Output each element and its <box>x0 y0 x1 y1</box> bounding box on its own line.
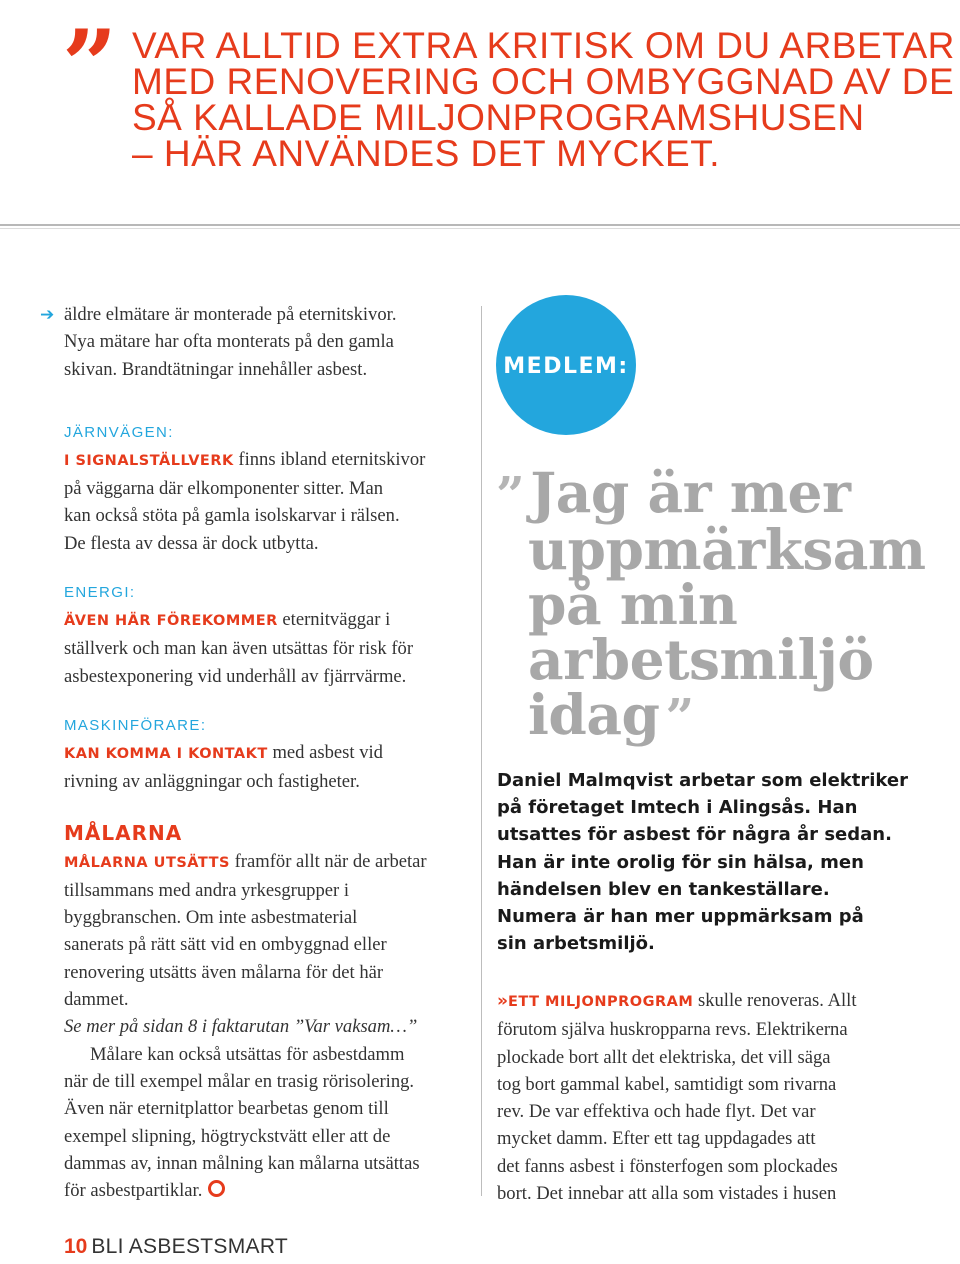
close-quote-icon: ” <box>665 687 694 746</box>
quote-mark-icon: ” <box>62 9 104 122</box>
section-malarna <box>64 820 474 1205</box>
pull-quote-line: – HÄR ANVÄNDES DET MYCKET. <box>132 133 721 174</box>
text-line: mycket damm. Efter ett tag uppdagades att <box>497 1128 816 1150</box>
pull-quote-line: VAR ALLTID EXTRA KRITISK OM DU ARBETAR <box>132 25 955 66</box>
text-line: plockade bort allt det elektriska, det vill säga <box>497 1046 831 1068</box>
section-jarnvagen <box>64 423 474 557</box>
badge-label: MEDLEM: <box>503 353 629 379</box>
text-line: äldre elmätare är monterade på eternitskivor. <box>64 304 397 325</box>
guillemet-icon: » <box>497 991 508 1011</box>
member-badge <box>496 295 636 435</box>
section-paragraph <box>64 739 474 796</box>
ingress-line: Numera är han mer uppmärksam på <box>497 906 864 928</box>
section-heading: MÅLARNA <box>64 820 183 845</box>
ingress-line: utsattes för asbest för några år sedan. <box>497 824 892 846</box>
text-line <box>64 848 474 877</box>
text-line: när de till exempel målar en trasig rörisolering. <box>64 1070 415 1092</box>
text-line: det fanns asbest i fönsterfogen som plockades <box>497 1155 838 1177</box>
quote-text: Jag är mer <box>530 460 851 525</box>
text-line <box>64 1177 474 1204</box>
text-line: ställverk och man kan även utsättas för risk för <box>64 638 414 660</box>
text-line: dammas av, innan målning kan målarna utsättas <box>64 1152 420 1174</box>
quote-line: arbetsmiljö <box>528 627 874 692</box>
horizontal-divider <box>0 224 960 226</box>
arrow-right-icon: ➔ <box>40 305 55 325</box>
text-line: rivning av anläggningar och fastigheter. <box>64 771 360 793</box>
ingress-line: sin arbetsmiljö. <box>497 933 655 955</box>
intro-paragraph <box>40 301 474 383</box>
quote-line <box>496 682 936 747</box>
quote-line <box>496 460 936 525</box>
text-line <box>64 606 474 635</box>
section-paragraph <box>64 446 474 557</box>
end-mark-icon <box>208 1180 225 1197</box>
text-line: förutom själva huskropparna revs. Elektrikerna <box>497 1019 848 1041</box>
text-line: Nya mätare har ofta monterats på den gamla <box>64 331 394 353</box>
pull-quote <box>132 25 955 174</box>
lead-in: KAN KOMMA I KONTAKT <box>64 745 268 762</box>
text-line: bort. Det innebar att alla som vistades i husen <box>497 1183 837 1205</box>
text-line: Även när eternitplattor bearbetas genom till <box>64 1098 389 1120</box>
ingress-line: Daniel Malmqvist arbetar som elektriker <box>497 770 908 791</box>
section-maskinforare <box>64 716 474 796</box>
text-line: på väggarna där elkomponenter sitter. Man <box>64 478 384 500</box>
column-divider <box>481 306 482 1196</box>
publication-name: BLI ASBESTSMART <box>91 1235 289 1258</box>
lead-in: MÅLARNA UTSÄTTS <box>64 854 230 871</box>
page-number: 10 <box>64 1235 88 1258</box>
member-quote <box>496 460 936 747</box>
left-column <box>40 301 474 1204</box>
text-line: byggbranschen. Om inte asbestmaterial <box>64 907 358 929</box>
text-line: Målare kan också utsättas för asbestdamm <box>90 1043 405 1065</box>
lead-rest: skulle renoveras. Allt <box>693 990 857 1011</box>
section-paragraph <box>64 848 474 1041</box>
text-line: sanerats på rätt sätt vid en ombyggnad eller <box>64 934 387 956</box>
body-text <box>497 987 897 1207</box>
quote-text: idag <box>528 682 660 747</box>
ingress-line: på företaget Imtech i Alingsås. Han <box>497 797 858 819</box>
section-paragraph <box>64 1041 474 1205</box>
lead-in: ETT MILJONPROGRAM <box>507 994 694 1010</box>
quote-line: på min <box>528 572 738 637</box>
section-heading: MASKINFÖRARE: <box>64 716 207 734</box>
ingress-line: Han är inte orolig för sin hälsa, men <box>497 851 864 873</box>
text-line <box>64 739 474 768</box>
horizontal-divider-thin <box>0 228 960 229</box>
section-energi <box>64 583 474 690</box>
text-line: dammet. <box>64 989 129 1011</box>
quote-line: uppmärksam <box>528 517 926 582</box>
section-heading: ENERGI: <box>64 584 136 602</box>
lead-rest: framför allt när de arbetar <box>229 850 427 872</box>
cross-reference: Se mer på sidan 8 i faktarutan ”Var vaksam…” <box>64 1016 418 1038</box>
section-paragraph <box>64 606 474 690</box>
text-line <box>497 987 897 1016</box>
last-line-text: för asbestpartiklar. <box>64 1180 203 1202</box>
text-line: renovering utsätts även målarna för det här <box>64 961 384 983</box>
text-line: kan också stöta på gamla isolskarvar i rälsen. <box>64 505 400 527</box>
lead-in: ÄVEN HÄR FÖREKOMMER <box>64 613 278 630</box>
text-line: skivan. Brandtätningar innehåller asbest. <box>64 358 368 380</box>
lead-in: I SIGNALSTÄLLVERK <box>64 452 234 469</box>
text-line: exempel slipning, högtryckstvätt eller att de <box>64 1125 391 1147</box>
text-line: tog bort gammal kabel, samtidigt som rivarna <box>497 1073 837 1095</box>
text-line: rev. De var effektiva och hade flyt. Det var <box>497 1101 816 1123</box>
text-line: asbestexponering vid underhåll av fjärrvärme. <box>64 665 407 687</box>
lead-rest: eternitväggar i <box>277 609 391 631</box>
ingress <box>497 767 907 957</box>
pull-quote-line: MED RENOVERING OCH OMBYGGNAD AV DE <box>132 61 955 102</box>
pull-quote-line: SÅ KALLADE MILJONPROGRAMSHUSEN <box>132 97 865 138</box>
lead-rest: med asbest vid <box>267 741 383 763</box>
section-heading: JÄRNVÄGEN: <box>64 423 174 441</box>
ingress-line: händelsen blev en tankeställare. <box>497 878 830 900</box>
text-line: tillsammans med andra yrkesgrupper i <box>64 879 350 901</box>
text-line <box>64 446 474 475</box>
page-footer <box>64 1235 288 1259</box>
open-quote-icon: ” <box>496 465 525 524</box>
text-line: De flesta av dessa är dock utbytta. <box>64 532 319 554</box>
lead-rest: finns ibland eternitskivor <box>233 448 426 470</box>
